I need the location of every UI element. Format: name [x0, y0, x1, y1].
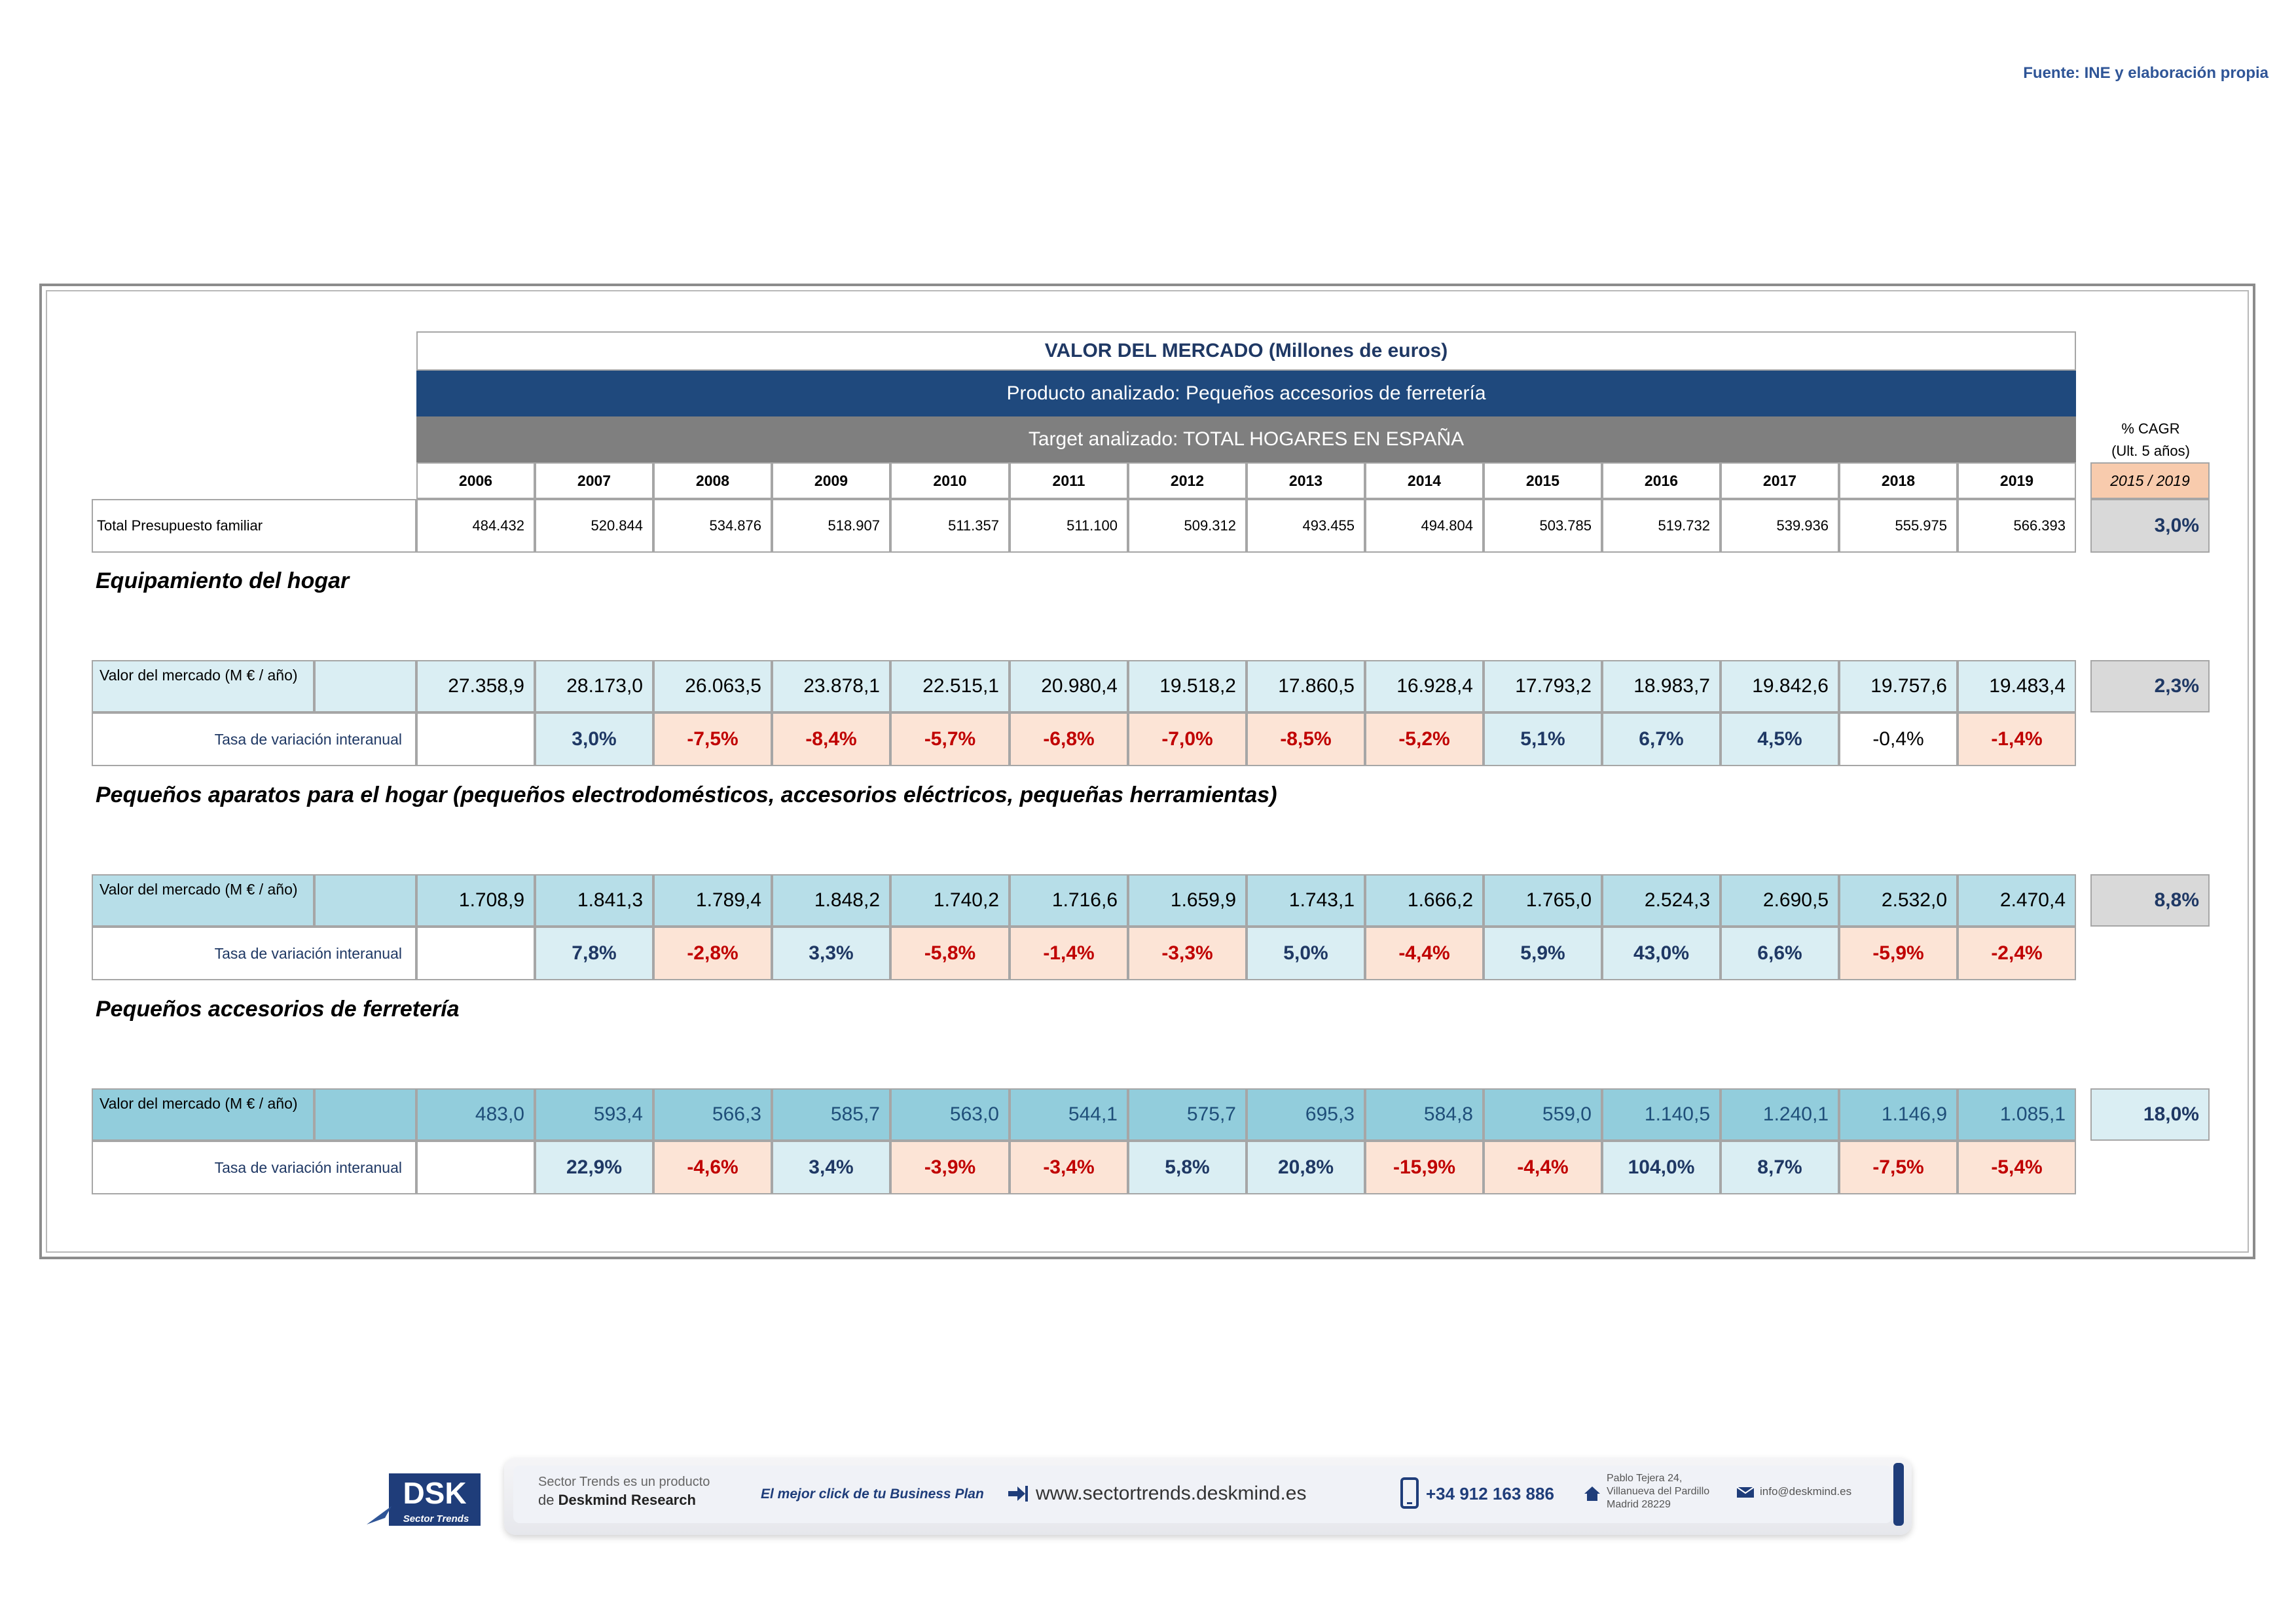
growth-rate-cell: -0,4% [1839, 712, 1958, 766]
growth-rate-cell: 5,8% [1128, 1141, 1247, 1194]
growth-rate-cell: 3,4% [772, 1141, 890, 1194]
home-icon [1583, 1485, 1601, 1502]
footer-address-1: Pablo Tejera 24, [1607, 1473, 1683, 1484]
rate-row-label: Tasa de variación interanual [92, 1141, 416, 1194]
rate-empty-cell [416, 927, 535, 980]
value-row-label: Valor del mercado (M € / año) [92, 874, 314, 927]
growth-rate-cell: -4,6% [653, 1141, 772, 1194]
total-value-cell: 511.100 [1010, 499, 1128, 553]
market-value-cell: 1.740,2 [890, 874, 1010, 927]
growth-rate-cell: 6,6% [1721, 927, 1839, 980]
growth-rate-cell: -4,4% [1484, 1141, 1602, 1194]
growth-rate-cell: 5,1% [1484, 712, 1602, 766]
year-header-2015: 2015 [1484, 462, 1602, 499]
growth-rate-cell: 7,8% [535, 927, 653, 980]
growth-rate-cell: -7,5% [1839, 1141, 1958, 1194]
dsk-logo [365, 1472, 483, 1527]
market-value-cell: 27.358,9 [416, 660, 535, 712]
market-value-cell: 593,4 [535, 1088, 653, 1141]
cagr-header-line2: (Ult. 5 años) [2111, 443, 2190, 459]
market-value-cell: 1.659,9 [1128, 874, 1247, 927]
footer-tagline-1: Sector Trends es un producto [538, 1475, 710, 1489]
value-row-label: Valor del mercado (M € / año) [92, 660, 314, 712]
footer-company: Deskmind Research [558, 1492, 696, 1508]
market-value-cell: 2.690,5 [1721, 874, 1839, 927]
market-value-cell: 19.483,4 [1958, 660, 2076, 712]
cagr-range: 2015 / 2019 [2090, 462, 2210, 499]
section-title: Pequeños accesorios de ferretería [96, 997, 460, 1022]
growth-rate-cell: -5,4% [1958, 1141, 2076, 1194]
year-header-2012: 2012 [1128, 462, 1247, 499]
market-value-cell: 26.063,5 [653, 660, 772, 712]
total-value-cell: 555.975 [1839, 499, 1958, 553]
value-row-spacer [314, 660, 416, 712]
section-cagr: 8,8% [2090, 874, 2210, 927]
product-banner: Producto analizado: Pequeños accesorios de ferretería [416, 371, 2076, 416]
growth-rate-cell: 43,0% [1602, 927, 1721, 980]
market-value-cell: 1.085,1 [1958, 1088, 2076, 1141]
market-value-cell: 1.140,5 [1602, 1088, 1721, 1141]
section-title: Equipamiento del hogar [96, 568, 350, 593]
footer-address [1607, 1472, 1709, 1511]
market-value-cell: 1.841,3 [535, 874, 653, 927]
market-value-cell: 2.470,4 [1958, 874, 2076, 927]
growth-rate-cell: -5,8% [890, 927, 1010, 980]
footer-website[interactable]: www.sectortrends.deskmind.es [1036, 1483, 1307, 1504]
market-value-cell: 559,0 [1484, 1088, 1602, 1141]
market-value-cell: 695,3 [1247, 1088, 1365, 1141]
total-value-cell: 519.732 [1602, 499, 1721, 553]
total-value-cell: 520.844 [535, 499, 653, 553]
total-value-cell: 518.907 [772, 499, 890, 553]
mail-icon [1736, 1486, 1755, 1498]
year-header-2006: 2006 [416, 462, 535, 499]
footer-email[interactable]: info@deskmind.es [1760, 1485, 1852, 1498]
market-value-cell: 1.848,2 [772, 874, 890, 927]
market-value-cell: 1.708,9 [416, 874, 535, 927]
year-header-2018: 2018 [1839, 462, 1958, 499]
login-arrow-icon [1007, 1484, 1029, 1504]
market-value-cell: 585,7 [772, 1088, 890, 1141]
market-value-cell: 575,7 [1128, 1088, 1247, 1141]
growth-rate-cell: 22,9% [535, 1141, 653, 1194]
logo-text: DSK [403, 1476, 467, 1510]
year-header-2008: 2008 [653, 462, 772, 499]
year-header-2007: 2007 [535, 462, 653, 499]
value-row-label: Valor del mercado (M € / año) [92, 1088, 314, 1141]
year-header-2017: 2017 [1721, 462, 1839, 499]
growth-rate-cell: -7,5% [653, 712, 772, 766]
market-value-cell: 1.146,9 [1839, 1088, 1958, 1141]
market-value-cell: 1.743,1 [1247, 874, 1365, 927]
market-value-cell: 1.789,4 [653, 874, 772, 927]
growth-rate-cell: -1,4% [1010, 927, 1128, 980]
logo-subtext: Sector Trends [403, 1513, 469, 1524]
rate-row-label: Tasa de variación interanual [92, 927, 416, 980]
market-value-cell: 28.173,0 [535, 660, 653, 712]
growth-rate-cell: -6,8% [1010, 712, 1128, 766]
year-header-2013: 2013 [1247, 462, 1365, 499]
market-value-cell: 19.518,2 [1128, 660, 1247, 712]
footer-tagline-2a: de [538, 1492, 558, 1508]
market-value-cell: 20.980,4 [1010, 660, 1128, 712]
growth-rate-cell: -3,3% [1128, 927, 1247, 980]
value-row-spacer [314, 1088, 416, 1141]
cagr-header [2088, 418, 2213, 462]
cagr-header-line1: % CAGR [2121, 420, 2180, 437]
market-value-cell: 566,3 [653, 1088, 772, 1141]
market-value-cell: 17.793,2 [1484, 660, 1602, 712]
market-value-cell: 483,0 [416, 1088, 535, 1141]
market-value-cell: 1.716,6 [1010, 874, 1128, 927]
growth-rate-cell: -5,2% [1365, 712, 1484, 766]
growth-rate-cell: -15,9% [1365, 1141, 1484, 1194]
market-value-cell: 2.532,0 [1839, 874, 1958, 927]
market-value-cell: 23.878,1 [772, 660, 890, 712]
footer-address-2: Villanueva del Pardillo [1607, 1486, 1710, 1497]
market-value-cell: 1.666,2 [1365, 874, 1484, 927]
growth-rate-cell: -3,4% [1010, 1141, 1128, 1194]
year-header-2011: 2011 [1010, 462, 1128, 499]
total-value-cell: 534.876 [653, 499, 772, 553]
rate-empty-cell [416, 1141, 535, 1194]
year-header-2019: 2019 [1958, 462, 2076, 499]
market-value-cell: 19.842,6 [1721, 660, 1839, 712]
footer-address-3: Madrid 28229 [1607, 1499, 1671, 1510]
value-row-spacer [314, 874, 416, 927]
market-value-cell: 18.983,7 [1602, 660, 1721, 712]
total-value-cell: 494.804 [1365, 499, 1484, 553]
market-value-cell: 544,1 [1010, 1088, 1128, 1141]
growth-rate-cell: -5,7% [890, 712, 1010, 766]
growth-rate-cell: -7,0% [1128, 712, 1247, 766]
growth-rate-cell: 5,0% [1247, 927, 1365, 980]
growth-rate-cell: -3,9% [890, 1141, 1010, 1194]
growth-rate-cell: -2,8% [653, 927, 772, 980]
growth-rate-cell: 4,5% [1721, 712, 1839, 766]
footer-slogan: El mejor click de tu Business Plan [761, 1486, 984, 1502]
table-title: VALOR DEL MERCADO (Millones de euros) [416, 331, 2076, 371]
growth-rate-cell: 104,0% [1602, 1141, 1721, 1194]
market-value-cell: 16.928,4 [1365, 660, 1484, 712]
growth-rate-cell: 20,8% [1247, 1141, 1365, 1194]
source-note: Fuente: INE y elaboración propia [2023, 64, 2269, 82]
year-header-2014: 2014 [1365, 462, 1484, 499]
total-budget-label: Total Presupuesto familiar [92, 499, 416, 553]
market-value-cell: 2.524,3 [1602, 874, 1721, 927]
total-value-cell: 484.432 [416, 499, 535, 553]
growth-rate-cell: 8,7% [1721, 1141, 1839, 1194]
total-value-cell: 503.785 [1484, 499, 1602, 553]
growth-rate-cell: 3,3% [772, 927, 890, 980]
total-value-cell: 511.357 [890, 499, 1010, 553]
total-cagr: 3,0% [2090, 499, 2210, 553]
market-value-cell: 22.515,1 [890, 660, 1010, 712]
growth-rate-cell: -8,5% [1247, 712, 1365, 766]
market-value-cell: 1.765,0 [1484, 874, 1602, 927]
market-value-cell: 563,0 [890, 1088, 1010, 1141]
year-header-2010: 2010 [890, 462, 1010, 499]
phone-icon [1400, 1477, 1419, 1509]
growth-rate-cell: -2,4% [1958, 927, 2076, 980]
target-banner: Target analizado: TOTAL HOGARES EN ESPAÑA [416, 416, 2076, 462]
market-value-cell: 17.860,5 [1247, 660, 1365, 712]
growth-rate-cell: 6,7% [1602, 712, 1721, 766]
total-value-cell: 539.936 [1721, 499, 1839, 553]
section-cagr: 2,3% [2090, 660, 2210, 712]
growth-rate-cell: -1,4% [1958, 712, 2076, 766]
growth-rate-cell: -8,4% [772, 712, 890, 766]
year-header-2016: 2016 [1602, 462, 1721, 499]
growth-rate-cell: 5,9% [1484, 927, 1602, 980]
section-cagr: 18,0% [2090, 1088, 2210, 1141]
total-value-cell: 566.393 [1958, 499, 2076, 553]
rate-empty-cell [416, 712, 535, 766]
market-value-cell: 19.757,6 [1839, 660, 1958, 712]
year-header-2009: 2009 [772, 462, 890, 499]
rate-row-label: Tasa de variación interanual [92, 712, 416, 766]
footer-phone[interactable]: +34 912 163 886 [1426, 1484, 1554, 1504]
market-value-cell: 584,8 [1365, 1088, 1484, 1141]
footer-banner [504, 1458, 1912, 1535]
total-value-cell: 509.312 [1128, 499, 1247, 553]
growth-rate-cell: 3,0% [535, 712, 653, 766]
section-title: Pequeños aparatos para el hogar (pequeños electrodomésticos, accesorios eléctricos, pequeñas herramientas) [96, 783, 1277, 807]
total-value-cell: 493.455 [1247, 499, 1365, 553]
growth-rate-cell: -4,4% [1365, 927, 1484, 980]
growth-rate-cell: -5,9% [1839, 927, 1958, 980]
market-value-cell: 1.240,1 [1721, 1088, 1839, 1141]
